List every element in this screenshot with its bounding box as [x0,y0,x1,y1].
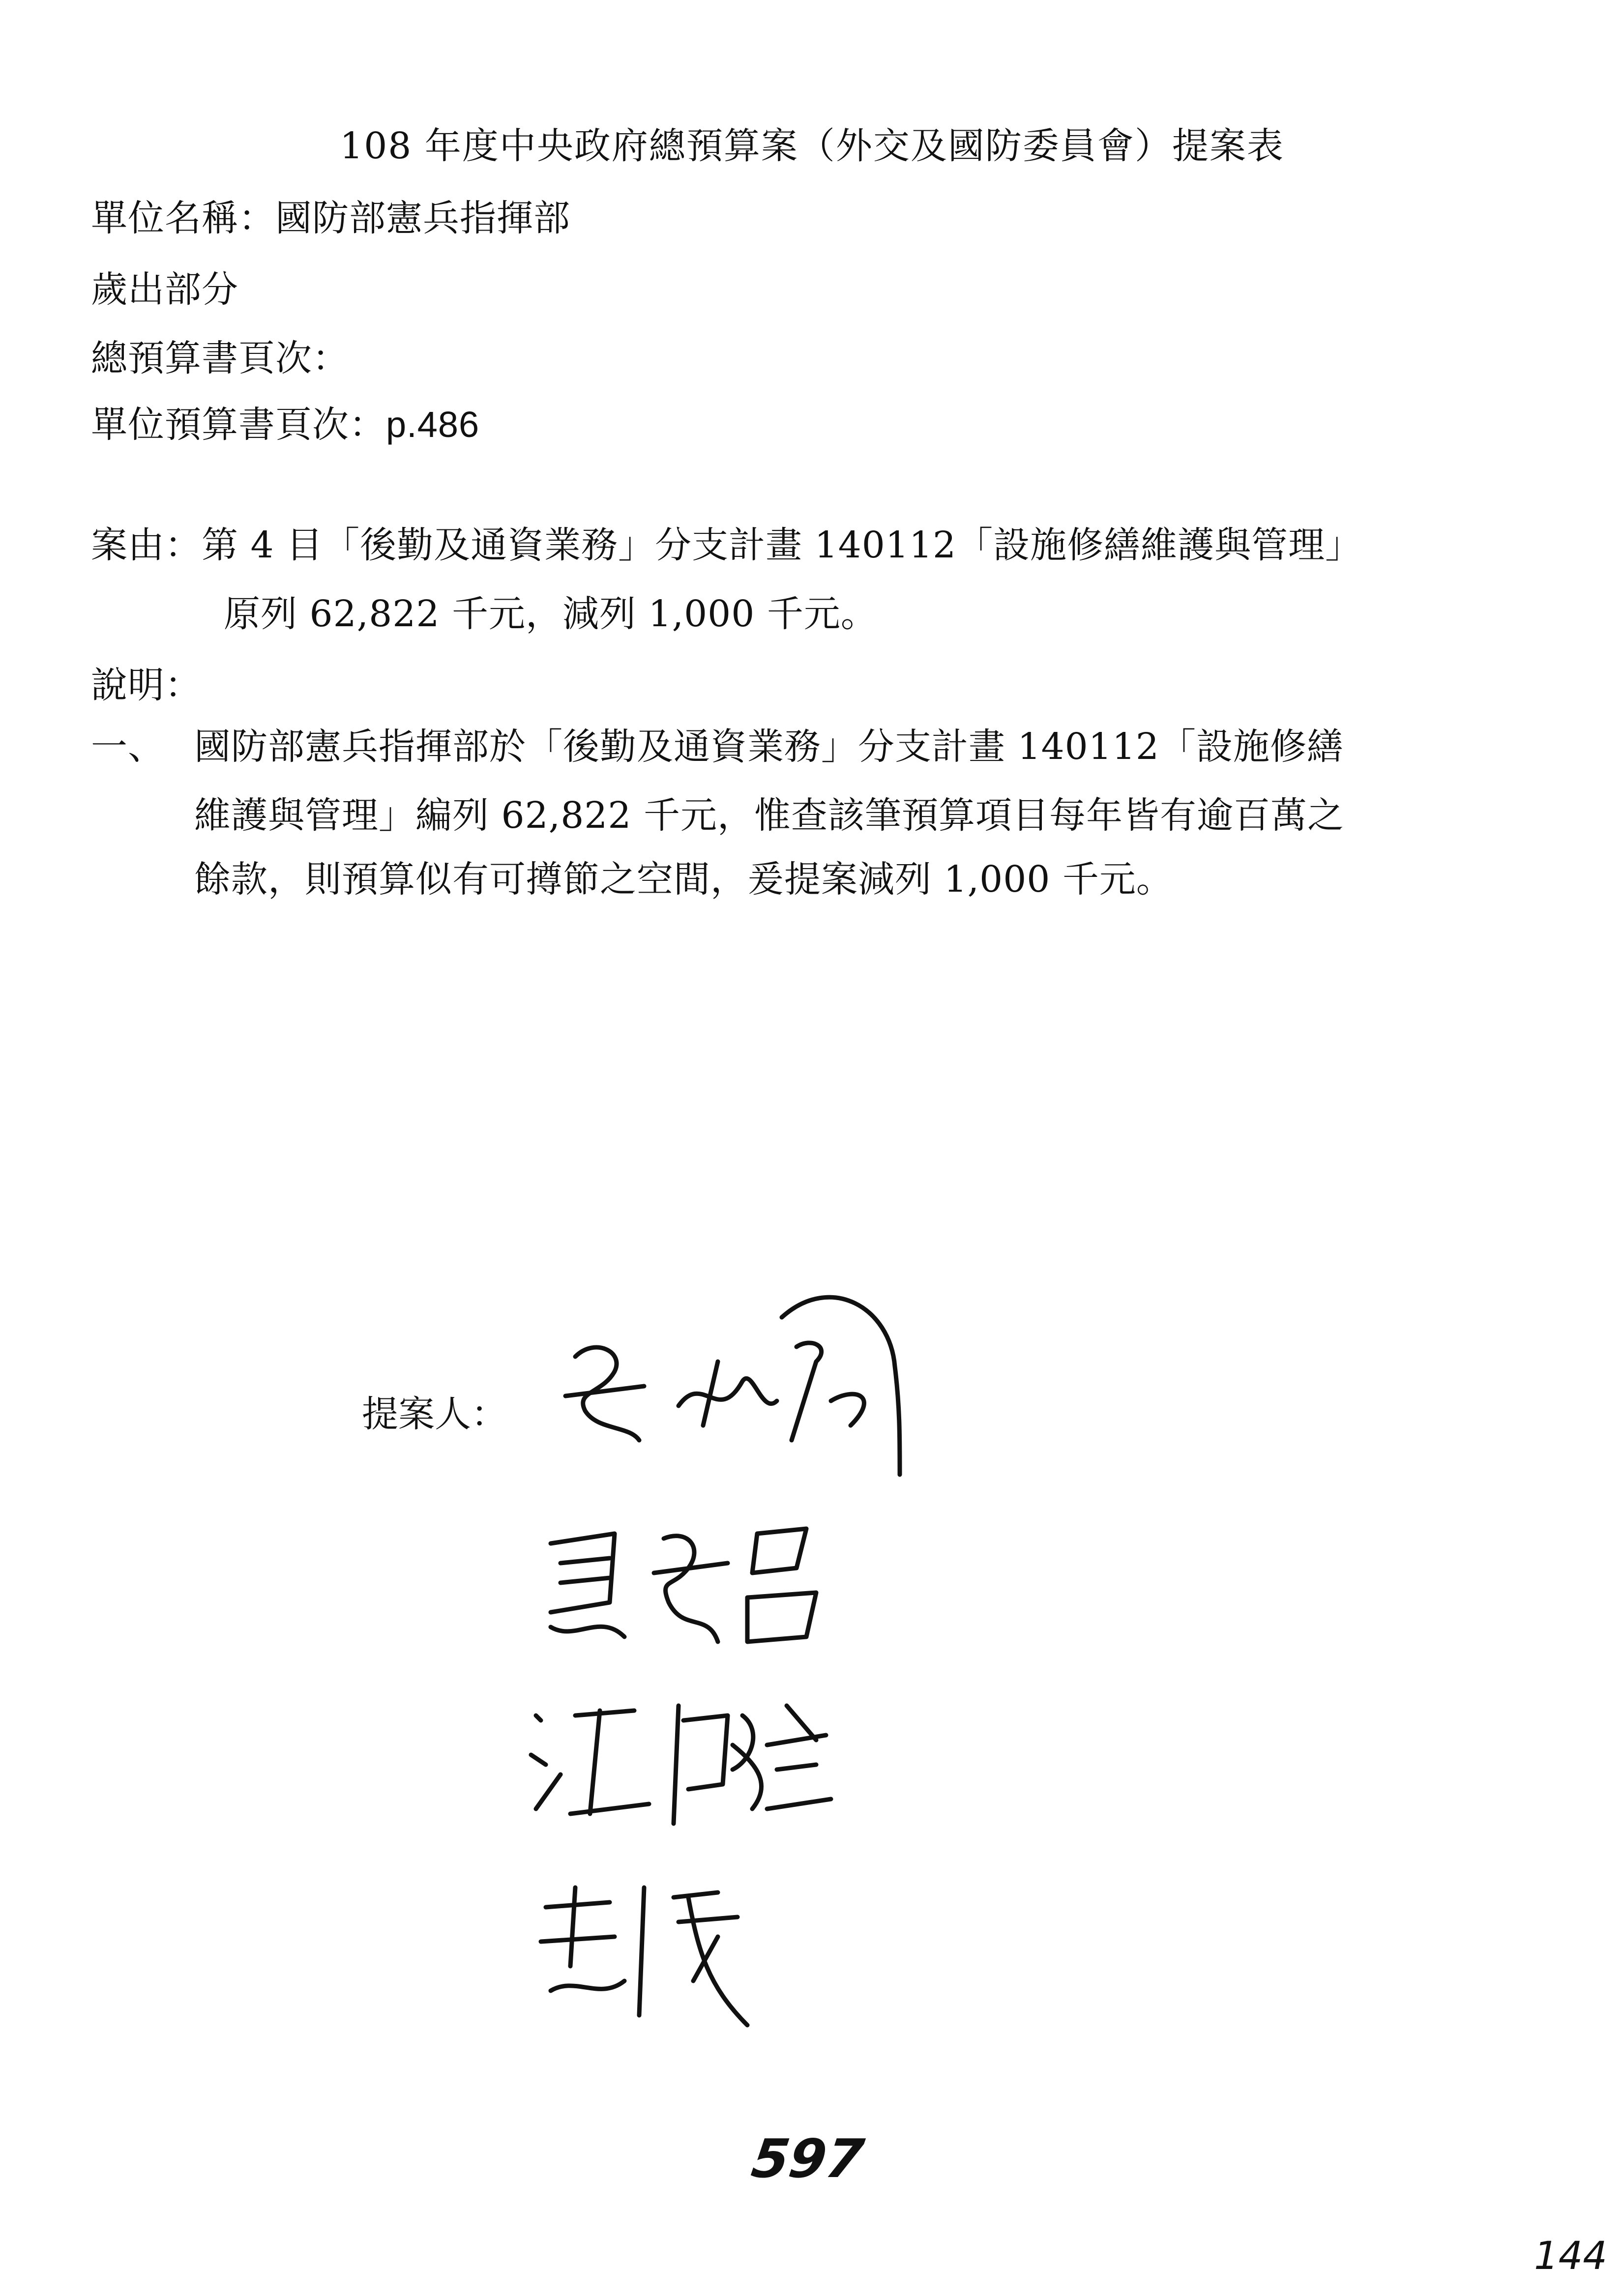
unit-label: 單位名稱： [91,197,275,239]
item-1-marker: 一、 [91,726,165,768]
total-budget-pages-label: 總預算書頁次： [91,337,349,379]
page-number-handwritten: 597 [748,2128,868,2190]
unit-value: 國防部憲兵指揮部 [275,197,570,239]
case-row [91,516,1362,568]
explanation-label: 說明： [91,664,202,706]
signature-1 [556,1278,919,1489]
item-1-line-3: 餘款，則預算似有可撙節之空間，爰提案減列 1,000 千元。 [194,858,1173,901]
signature-4 [531,1868,757,2030]
unit-budget-pages-row [91,396,479,448]
document-title: 108 年度中央政府總預算案（外交及國防委員會）提案表 [340,125,1284,167]
page-number-corner: 144 [1534,2234,1607,2278]
section-heading: 歲出部分 [91,268,238,311]
unit-row [91,189,570,241]
case-line-2: 原列 62,822 千元，減列 1,000 千元。 [224,593,878,635]
item-1-line-2: 維護與管理」編列 62,822 千元，惟查該筆預算項目每年皆有逾百萬之 [194,794,1344,837]
signature-2 [541,1514,826,1661]
case-label: 案由： [91,524,202,566]
unit-budget-pages-label: 單位預算書頁次： [91,404,386,446]
signature-3 [521,1686,836,1848]
proposer-label: 提案人： [362,1393,507,1435]
case-line-1: 第 4 目「後勤及通資業務」分支計畫 140112「設施修繕維護與管理」 [202,524,1362,566]
item-1-line-1: 國防部憲兵指揮部於「後勤及通資業務」分支計畫 140112「設施修繕 [194,726,1344,768]
unit-budget-pages-value: p.486 [386,404,480,445]
